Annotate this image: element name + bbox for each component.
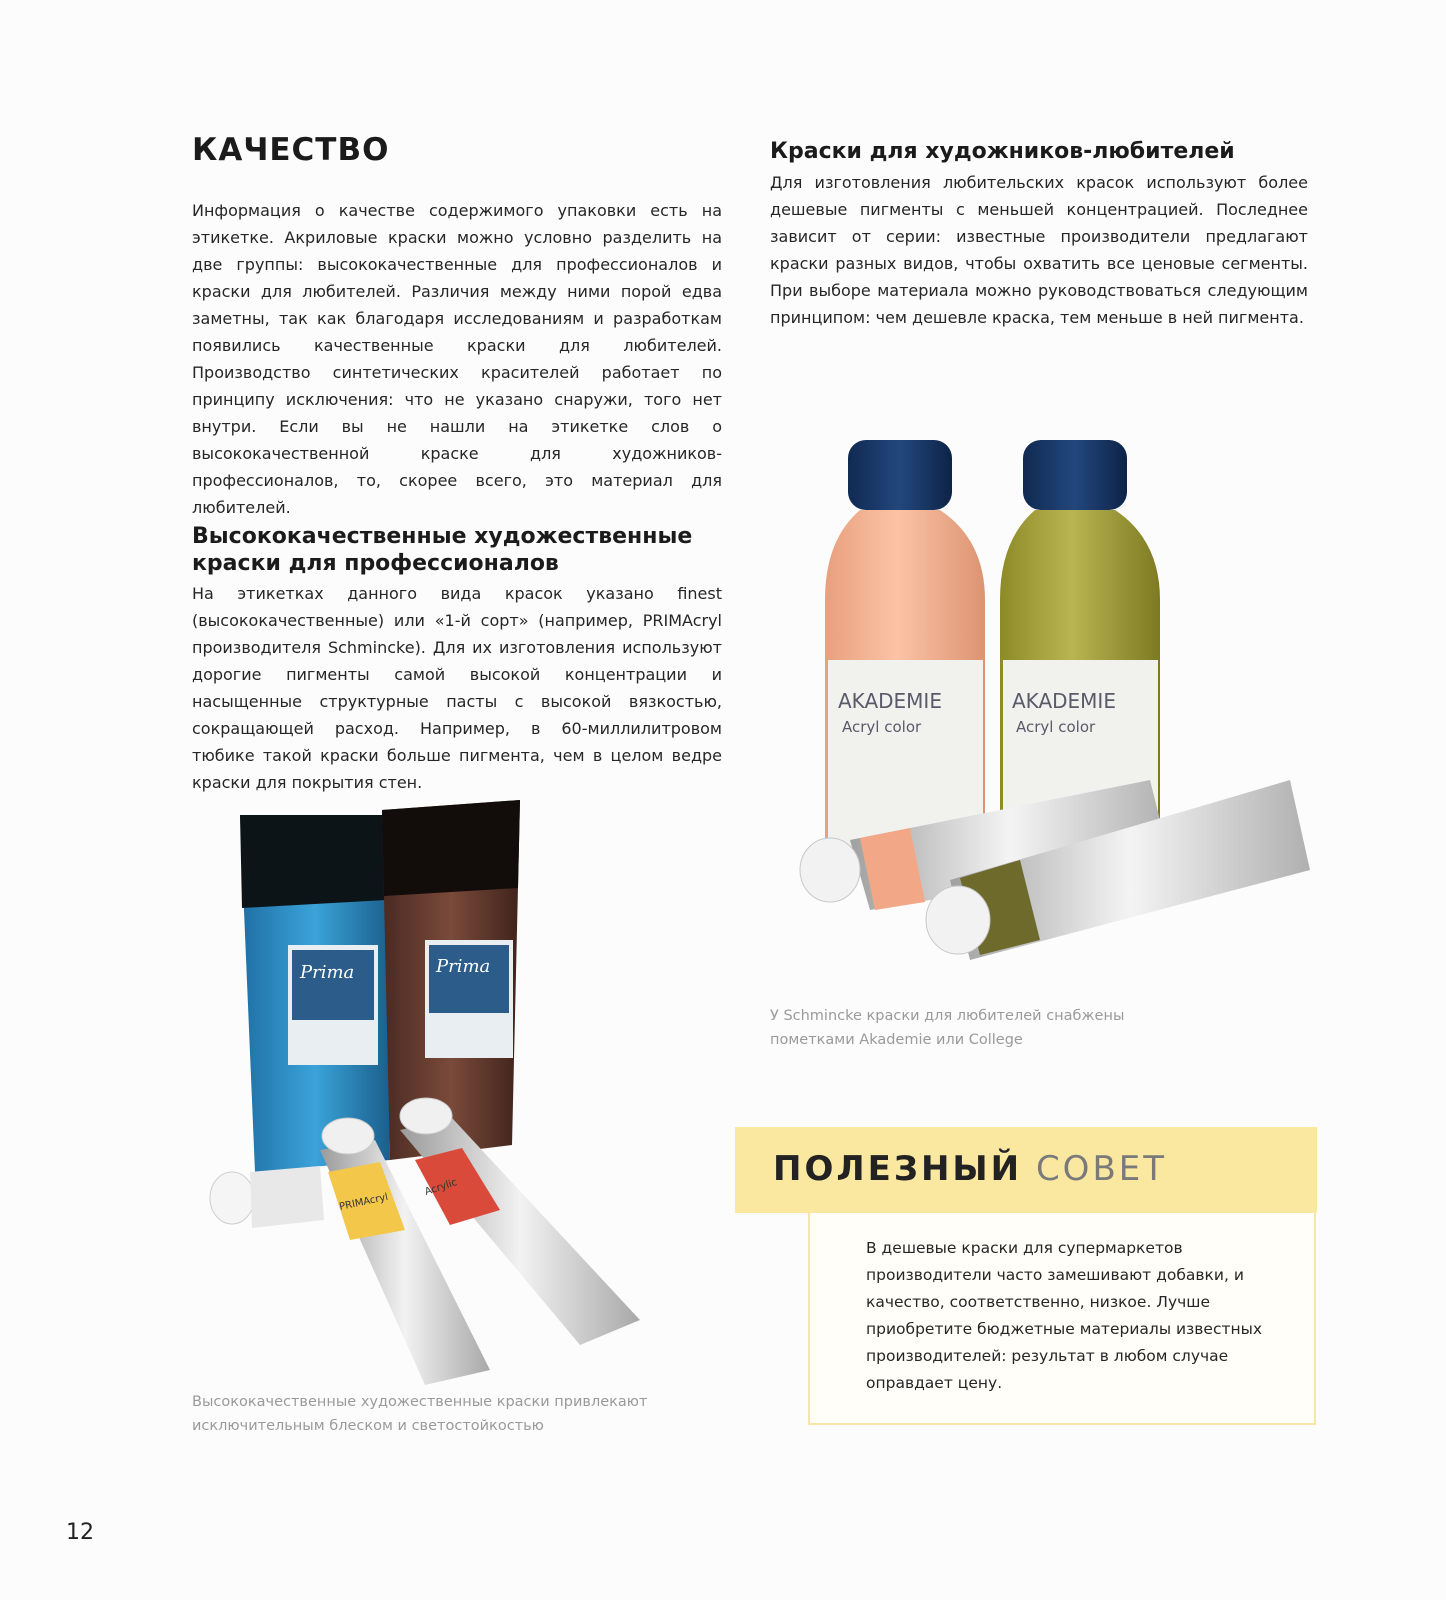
bottle-left-sub: Acryl color <box>842 718 922 736</box>
quality-paragraph: Информация о качестве содержимого упаковки есть на этикетке. Акриловые краски можно условно разделить на две группы: высококачественные для профессионалов и краски для любителей. Различия между ними порой едва заметны, так как благодаря исследованиям и разработкам появились качественные краски для любителей. Производство синтетических красителей работает по принципу исключения: что не указано снаружи, того нет внутри. Если вы не нашли на этикетке слов о высококачественной краске для художников-профессионалов, то, скорее всего, это материал для любителей. <box>192 201 722 517</box>
bottle-left-brand: AKADEMIE <box>838 689 942 713</box>
section-heading: КАЧЕСТВО <box>192 132 390 168</box>
blue-tube <box>240 815 390 1172</box>
tip-title-word2: СОВЕТ <box>1035 1149 1168 1189</box>
tube-cap <box>210 1172 254 1224</box>
tip-title-word1: ПОЛЕЗНЫЙ <box>773 1149 1023 1189</box>
tip-header <box>735 1127 1317 1213</box>
pro-paints-subheading: Высококачественные художественные краски для профессионалов <box>192 524 693 576</box>
tip-text: В дешевые краски для супермаркетов производители часто замешивают добавки, и качество, соответственно, низкое. Лучше приобретите бюджетные материалы известных производителей: результат в любом случае оправдает цену. <box>866 1239 1263 1392</box>
bottle-right-sub: Acryl color <box>1016 718 1096 736</box>
pro-photo-caption: Высококачественные художественные краски привлекают исключительным блеском и светостойкостью <box>192 1394 648 1434</box>
amateur-paints-photo <box>790 440 1330 960</box>
bottle-right-brand: AKADEMIE <box>1012 689 1116 713</box>
peach-bottle <box>825 440 985 860</box>
pro-paints-paragraph: На этикетках данного вида красок указано finest (высококачественные) или «1-й сорт» (например, PRIMAcryl производителя Schmincke). Для их изготовления используют дорогие пигменты самой высокой концентрации и насыщенные структурные пасты с высокой вязкостью, сокращающей расход. Например, в 60-миллилитровом тюбике такой краски больше пигмента, чем в целом ведре краски для покрытия стен. <box>192 584 722 792</box>
brown-tube <box>382 800 520 1160</box>
pro-paints-photo <box>200 800 670 1410</box>
tube-right-label: Prima <box>436 956 491 977</box>
small-tube-a-label: PRIMAcryl <box>338 1191 390 1213</box>
small-tube-b-label: Acrylic <box>423 1177 459 1198</box>
amateur-photo-caption: У Schmincke краски для любителей снабжены пометками Akademie или College <box>770 1008 1125 1048</box>
amateur-paints-subheading: Краски для художников-любителей <box>770 139 1235 164</box>
page-number: 12 <box>66 1520 94 1545</box>
olive-bottle <box>1000 440 1160 840</box>
amateur-paints-paragraph: Для изготовления любительских красок используют более дешевые пигменты с меньшей концентрацией. Последнее зависит от серии: известные производители предлагают краски разных видов, чтобы охватить все ценовые сегменты. При выборе материала можно руководствоваться следующим принципом: чем дешевле краска, тем меньше в ней пигмента. <box>770 173 1308 327</box>
tube-left-label: Prima <box>300 962 355 983</box>
tip-box <box>808 1193 1316 1425</box>
tip-title <box>773 1149 1167 1189</box>
